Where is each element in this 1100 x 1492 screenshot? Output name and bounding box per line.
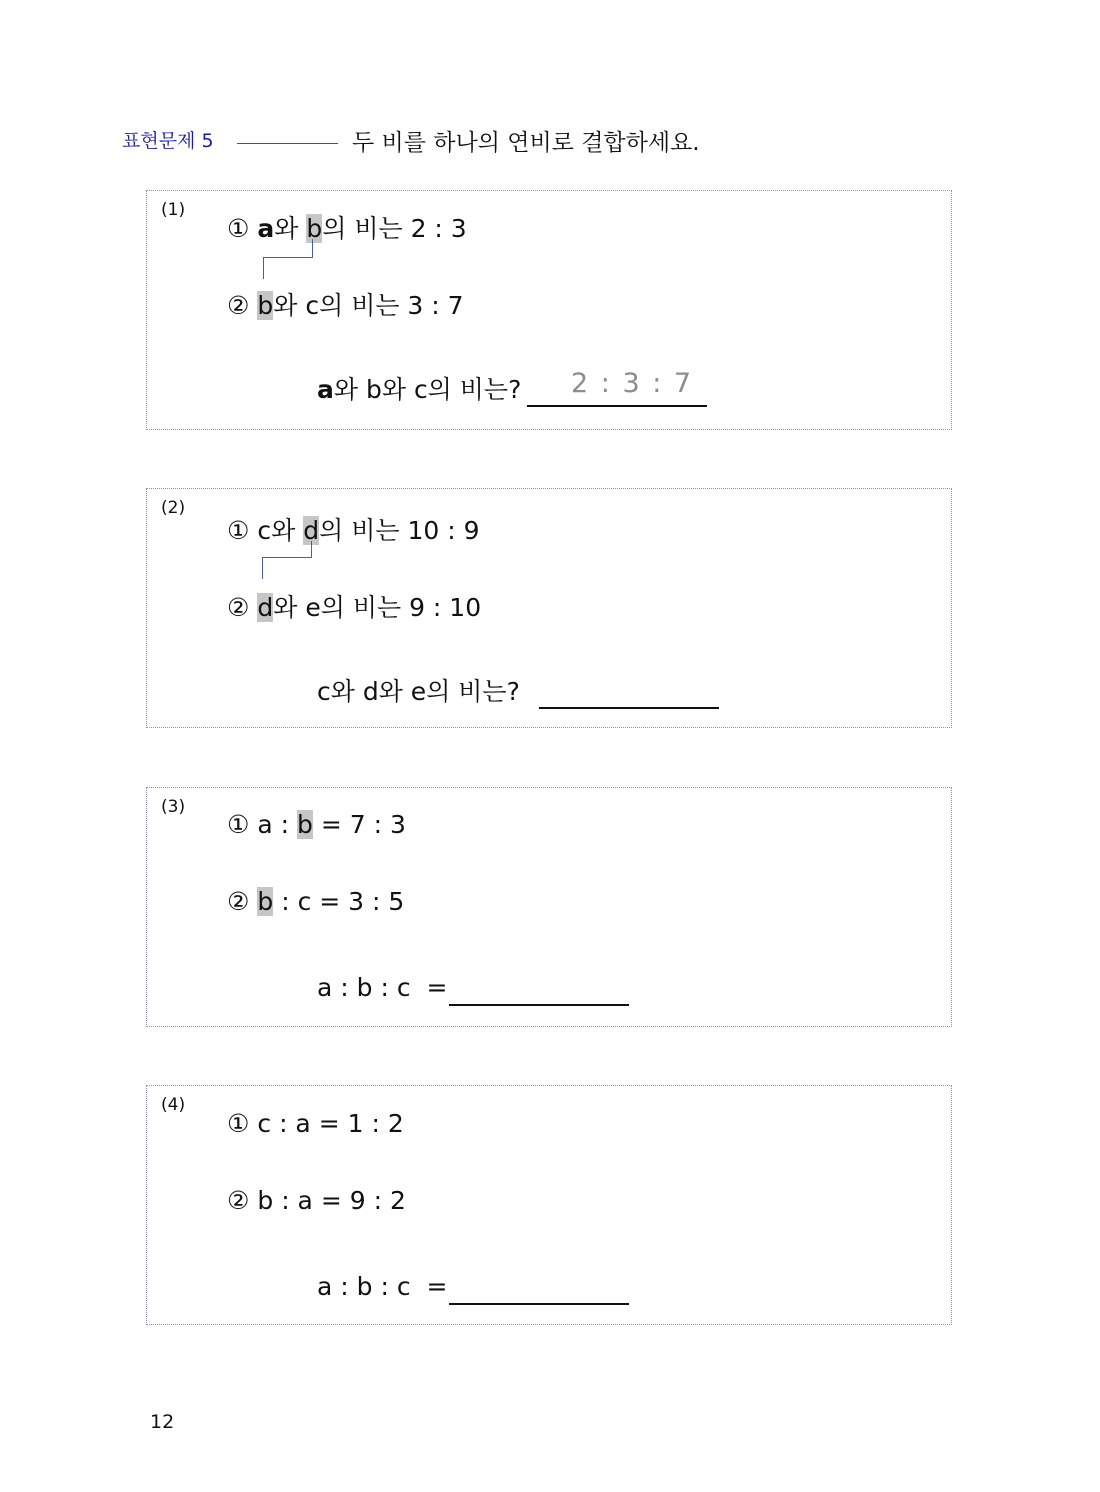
highlighted-variable: d	[303, 516, 320, 545]
statement-2	[227, 887, 404, 916]
question-text: c와 d와 e의 비는?	[317, 677, 520, 706]
answer-blank[interactable]	[539, 677, 719, 709]
statement-1	[227, 810, 406, 839]
statement-text: 의 비는 10 : 9	[319, 516, 480, 545]
question	[317, 1272, 447, 1301]
highlighted-variable: b	[257, 291, 274, 320]
problem-number: (4)	[161, 1095, 186, 1115]
statement-text: = 7 : 3	[312, 810, 406, 839]
answer-text: 2 : 3 : 7	[571, 368, 694, 399]
problem-number: (1)	[161, 200, 186, 220]
statement-2	[227, 588, 481, 624]
problem-1-box	[146, 190, 952, 430]
question-text: a : b : c =	[317, 973, 448, 1002]
statement-text: b : a = 9 : 2	[257, 1186, 406, 1215]
connector-line	[262, 557, 263, 579]
page-number: 12	[150, 1411, 175, 1433]
statement-1	[227, 209, 467, 245]
answer-blank[interactable]	[449, 974, 629, 1006]
problem-number: (2)	[161, 498, 186, 518]
question-text: 와 b와 c의 비는?	[333, 375, 522, 404]
statement-text: c와	[257, 516, 304, 545]
circled-number: ②	[227, 593, 250, 622]
statement-text: 와 c의 비는 3 : 7	[273, 291, 464, 320]
connector-line	[311, 541, 312, 558]
statement-text: : c = 3 : 5	[273, 887, 405, 916]
highlighted-variable: b	[297, 810, 313, 839]
statement-1	[227, 1109, 404, 1138]
answer-blank[interactable]	[449, 1273, 629, 1305]
circled-number: ②	[227, 887, 250, 916]
problem-4-box	[146, 1085, 952, 1325]
highlighted-variable: b	[257, 887, 274, 916]
question-text: a : b : c =	[317, 1272, 448, 1301]
problem-3-box	[146, 787, 952, 1027]
statement-text: 와 e의 비는 9 : 10	[273, 593, 482, 622]
variable-a: a	[257, 214, 275, 243]
statement-1	[227, 511, 479, 547]
circled-number: ②	[227, 291, 250, 320]
header-rule	[237, 143, 338, 144]
variable-a: a	[317, 375, 334, 404]
question	[317, 973, 447, 1002]
statement-2	[227, 286, 464, 322]
circled-number: ①	[227, 516, 250, 545]
circled-number: ①	[227, 1109, 250, 1138]
problem-2-box	[146, 488, 952, 728]
problem-number: (3)	[161, 797, 186, 817]
circled-number: ①	[227, 214, 250, 243]
highlighted-variable: d	[257, 593, 274, 622]
connector-line	[312, 239, 313, 258]
circled-number: ①	[227, 810, 250, 839]
statement-text: 의 비는 2 : 3	[322, 214, 467, 243]
highlighted-variable: b	[306, 214, 323, 243]
question	[317, 370, 521, 406]
statement-text: 와	[274, 214, 307, 243]
question	[317, 672, 520, 708]
statement-text: c : a = 1 : 2	[257, 1109, 404, 1138]
header-label: 표현문제 5	[122, 130, 214, 152]
statement-2	[227, 1186, 406, 1215]
circled-number: ②	[227, 1186, 250, 1215]
header-instruction: 두 비를 하나의 연비로 결합하세요.	[352, 130, 700, 156]
statement-text: a :	[257, 810, 298, 839]
connector-line	[263, 257, 264, 279]
connector-line	[262, 557, 312, 558]
connector-line	[263, 257, 313, 258]
